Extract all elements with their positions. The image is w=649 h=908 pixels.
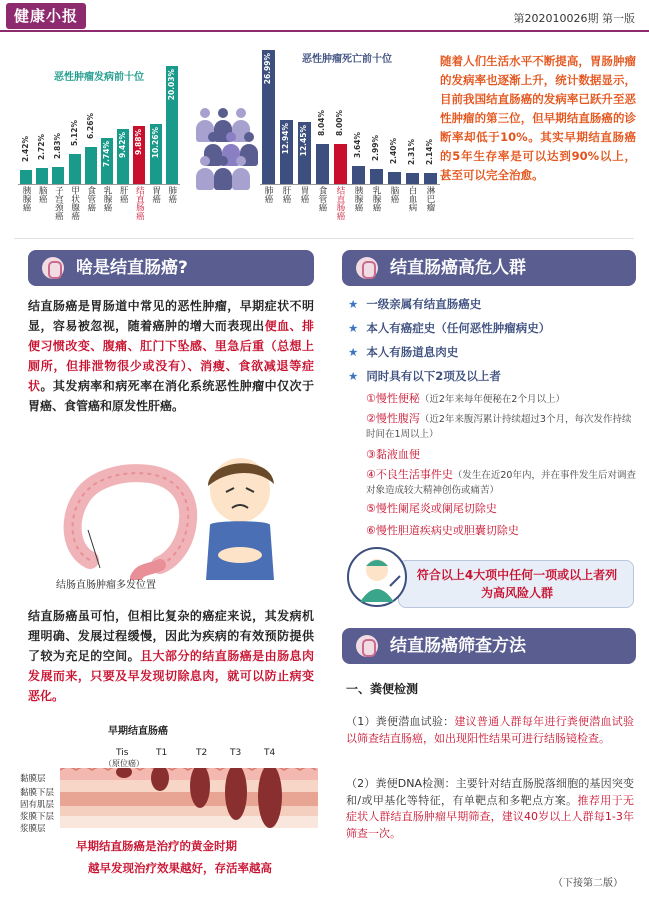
chart-bar: [370, 169, 383, 184]
star-icon: ★: [348, 369, 359, 383]
chart-bar-value: 20.03%: [166, 69, 176, 101]
what-p1-symptoms: 便血、排便习惯改变、腹痛、肛门下坠感、里急后重（总想上厕所，但排泄物很少或没有）、消瘦、食欲减退等症状: [28, 319, 314, 393]
risk-sub-1-label: ①慢性便秘: [366, 392, 420, 405]
chart-bar: [424, 173, 437, 184]
section-divider: [14, 238, 634, 239]
stool-test-heading: 一、粪便检测: [346, 682, 419, 696]
risk-sub-6-label: ⑥慢性胆道疾病史或胆囊切除史: [366, 524, 519, 537]
screen-p1-text: （1）粪便潜血试验：: [346, 715, 455, 728]
early-detection-note: 越早发现治疗效果越好，存活率越高: [88, 861, 272, 875]
risk-sub-3: [366, 446, 420, 462]
chart-category-label: 肝癌: [281, 186, 291, 203]
chart-category-label: 胰腺癌: [353, 186, 363, 212]
what-p1-text: 结直肠癌是胃肠道中常见的恶性肿瘤，早期症状不明显，容易被忽视，随着癌肿的增大而表现出: [28, 299, 314, 333]
screen-p1-advice: 建议普通人群每年进行粪便潜血试验以筛查结直肠癌，如出现阳性结果可进行结肠镜检查。: [346, 715, 635, 745]
chart-category-label: 脑癌: [389, 186, 399, 203]
risk-item-2: [348, 320, 550, 336]
chart-bar-value: 2.31%: [407, 138, 416, 165]
risk-item-4: [348, 368, 501, 384]
what-p1-text-end: 。其发病率和病死率在消化系统恶性肿瘤中仅次于胃癌、食管癌和原发性肝癌。: [28, 379, 314, 413]
chart-bar: [52, 167, 64, 184]
screen-p2-text: （2）粪便DNA检测：主要针对结直肠脱落细胞的基因突变和/或甲基化等特征，有单靶点和多靶点方案。: [346, 777, 634, 807]
chart-category-label: 肝癌: [118, 186, 129, 203]
risk-sub-1: [366, 390, 565, 406]
chart-bar-value: 2.83%: [53, 133, 63, 160]
chart-baseline: [260, 184, 440, 185]
what-p2-polyp: 且大部分的结直肠癌是由肠息肉发展而来，只要及早发现切除息肉，就可以防止病变恶化。: [28, 649, 314, 703]
chart-bar-value: 8.04%: [317, 110, 326, 137]
chart-bar-value: 2.14%: [425, 139, 434, 166]
risk-sub-5-label: ⑤慢性阑尾炎或阑尾切除史: [366, 502, 497, 515]
chart-category-label: 脑癌: [37, 186, 48, 203]
risk-callout-text: 符合以上4大项中任何一项或以上者列为高风险人群: [416, 568, 618, 600]
risk-sub-3-label: ③黏液血便: [366, 448, 420, 461]
chart-bar: [20, 170, 32, 184]
stage-t4-label: T4: [264, 748, 276, 758]
chart-category-label: 甲状腺癌: [69, 186, 80, 220]
tumor-stage-diagram: [60, 768, 318, 828]
layer-mucosa: 黏膜层: [20, 774, 46, 784]
chart-bar-value: 10.26%: [150, 126, 160, 158]
risk-item-4-text: 同时具有以下2项及以上者: [366, 369, 501, 383]
chart-category-label: 食管癌: [317, 186, 327, 212]
risk-item-2-text: 本人有癌症史（任何恶性肿瘤病史）: [366, 321, 551, 335]
stage-t3-label: T3: [230, 748, 242, 758]
chart-category-label: 肺癌: [263, 186, 273, 203]
chart-bar: [85, 147, 97, 184]
chart-mortality-title: 恶性肿瘤死亡前十位: [302, 54, 392, 65]
what-paragraph-2: [28, 606, 314, 706]
screen-paragraph-1: [346, 714, 634, 747]
star-icon: ★: [348, 345, 359, 359]
risk-item-3-text: 本人有肠道息肉史: [366, 345, 459, 359]
layer-subserosa: 浆膜下层: [20, 812, 55, 822]
screen-p2-advice: 推荐用于无症状人群结直肠肿瘤早期筛查，建议40岁以上人群每1-3年筛查一次。: [346, 793, 635, 840]
boy-stomachache-illustration: [190, 450, 290, 580]
doctor-illustration: [346, 546, 408, 608]
chart-category-label: 结直肠癌: [335, 186, 345, 220]
chart-category-label: 子宫颈癌: [53, 186, 64, 220]
risk-sub-1-note: （近2年来每年便秘在2个月以上）: [419, 394, 565, 405]
intestine-icon: [42, 257, 64, 279]
golden-period-note: 早期结直肠癌是治疗的黄金时期: [76, 839, 237, 853]
chart-category-label: 结直肠癌: [134, 186, 145, 220]
risk-sub-6: [366, 522, 519, 538]
chart-bar-value: 6.26%: [85, 113, 95, 140]
intro-text: 随着人们生活水平不断提高，胃肠肿瘤的发病率也逐渐上升，统计数据显示，目前我国结直肠癌的发病率已跃升至恶性肿瘤的第三位，但早期结直肠癌的诊断率却低于10%。其实早期结直肠癌的5年生存率是可以达到90%以上，甚至可以完全治愈。: [440, 54, 636, 182]
chart-bar: [316, 144, 329, 184]
chart-bar: [69, 154, 81, 184]
section-screen-title: 结直肠癌筛查方法: [390, 636, 526, 656]
risk-item-1: [348, 296, 481, 312]
section-screen-header: [342, 628, 636, 664]
risk-sub-4-label: ④不良生活事件史: [366, 468, 453, 481]
stage-t1-label: T1: [156, 748, 168, 758]
what-paragraph-1: [28, 296, 314, 416]
stage-tis-label: Tis: [116, 748, 129, 758]
chart-category-label: 胃癌: [299, 186, 309, 203]
star-icon: ★: [348, 297, 359, 311]
chart-bar-value: 9.42%: [118, 131, 128, 158]
header: [0, 0, 649, 32]
chart-bar-value: 8.00%: [335, 110, 344, 137]
intestine-icon: [356, 635, 378, 657]
chart-bar-value: 5.12%: [69, 119, 79, 146]
chart-bar-value: 3.64%: [353, 131, 362, 158]
chart-category-label: 淋巴瘤: [425, 186, 435, 212]
risk-sub-5: [366, 500, 497, 516]
risk-sub-2-label: ②慢性腹泻: [366, 412, 420, 425]
what-p2-text: 结直肠癌虽可怕，但相比复杂的癌症来说，其发病机理明确、发展过程缓慢，因此为疾病的有效预防提供了较为充足的空间。: [28, 609, 314, 663]
section-risk-title: 结直肠癌高危人群: [390, 258, 526, 278]
section-risk-header: [342, 250, 636, 286]
screen-paragraph-2: [346, 776, 634, 842]
layer-submucosa: 黏膜下层: [20, 788, 55, 798]
stage-tis-note: （原位癌）: [104, 759, 144, 768]
chart-category-label: 乳腺癌: [102, 186, 112, 212]
intestine-icon: [356, 257, 378, 279]
issue-number: 第202010026期 第一版: [513, 12, 635, 25]
chart-bar-value: 12.94%: [281, 122, 290, 154]
risk-sub-2: [366, 410, 636, 440]
chart-bar-value: 12.45%: [299, 125, 308, 157]
chart-bar-value: 7.74%: [102, 141, 111, 168]
risk-sub-4: [366, 466, 636, 496]
section-what-title: 啥是结直肠癌?: [76, 258, 188, 278]
colon-caption: 结肠直肠肿瘤多发位置: [56, 580, 156, 591]
chart-baseline: [18, 184, 180, 185]
layer-muscularis: 固有肌层: [20, 800, 55, 810]
risk-item-1-text: 一级亲属有结直肠癌史: [366, 297, 482, 311]
chart-bar-value: 2.40%: [389, 138, 398, 165]
chart-bar-value: 26.99%: [263, 53, 272, 85]
chart-bar: [36, 168, 48, 184]
chart-bar-value: 2.42%: [21, 135, 30, 162]
risk-item-3: [348, 344, 458, 360]
logo: 健康小报: [6, 3, 86, 29]
section-what-header: [28, 250, 314, 286]
chart-bar: [406, 173, 419, 184]
chart-bar-value: 2.72%: [37, 133, 47, 160]
chart-bar: [334, 144, 347, 184]
chart-bar-value: 9.88%: [134, 128, 144, 155]
chart-category-label: 胰腺癌: [21, 186, 31, 212]
chart-category-label: 乳腺癌: [371, 186, 381, 212]
chart-category-label: 白血病: [407, 186, 417, 212]
chart-bar: [388, 172, 401, 184]
layer-serosa: 浆膜层: [20, 824, 46, 834]
chart-incidence-title: 恶性肿瘤发病前十位: [54, 72, 144, 83]
chart-category-label: 食管癌: [85, 186, 96, 212]
stage-title: 早期结直肠癌: [108, 726, 168, 737]
chart-bar-value: 2.99%: [371, 135, 380, 162]
chart-category-label: 肺癌: [166, 186, 177, 203]
chart-category-label: 胃癌: [150, 186, 161, 203]
colon-illustration: [60, 460, 200, 580]
continued-note: （下接第二版）: [553, 878, 623, 889]
stage-t2-label: T2: [196, 748, 208, 758]
chart-bar: [352, 166, 365, 184]
header-divider: [0, 30, 649, 32]
star-icon: ★: [348, 321, 359, 335]
risk-sub-4-note: （发生在近20年内，并在事件发生后对调查对象造成较大精神创伤或痛苦）: [366, 470, 636, 496]
risk-sub-2-note: （近2年来腹泻累计持续超过3个月，每次发作持续时间在1周以上）: [366, 414, 632, 440]
